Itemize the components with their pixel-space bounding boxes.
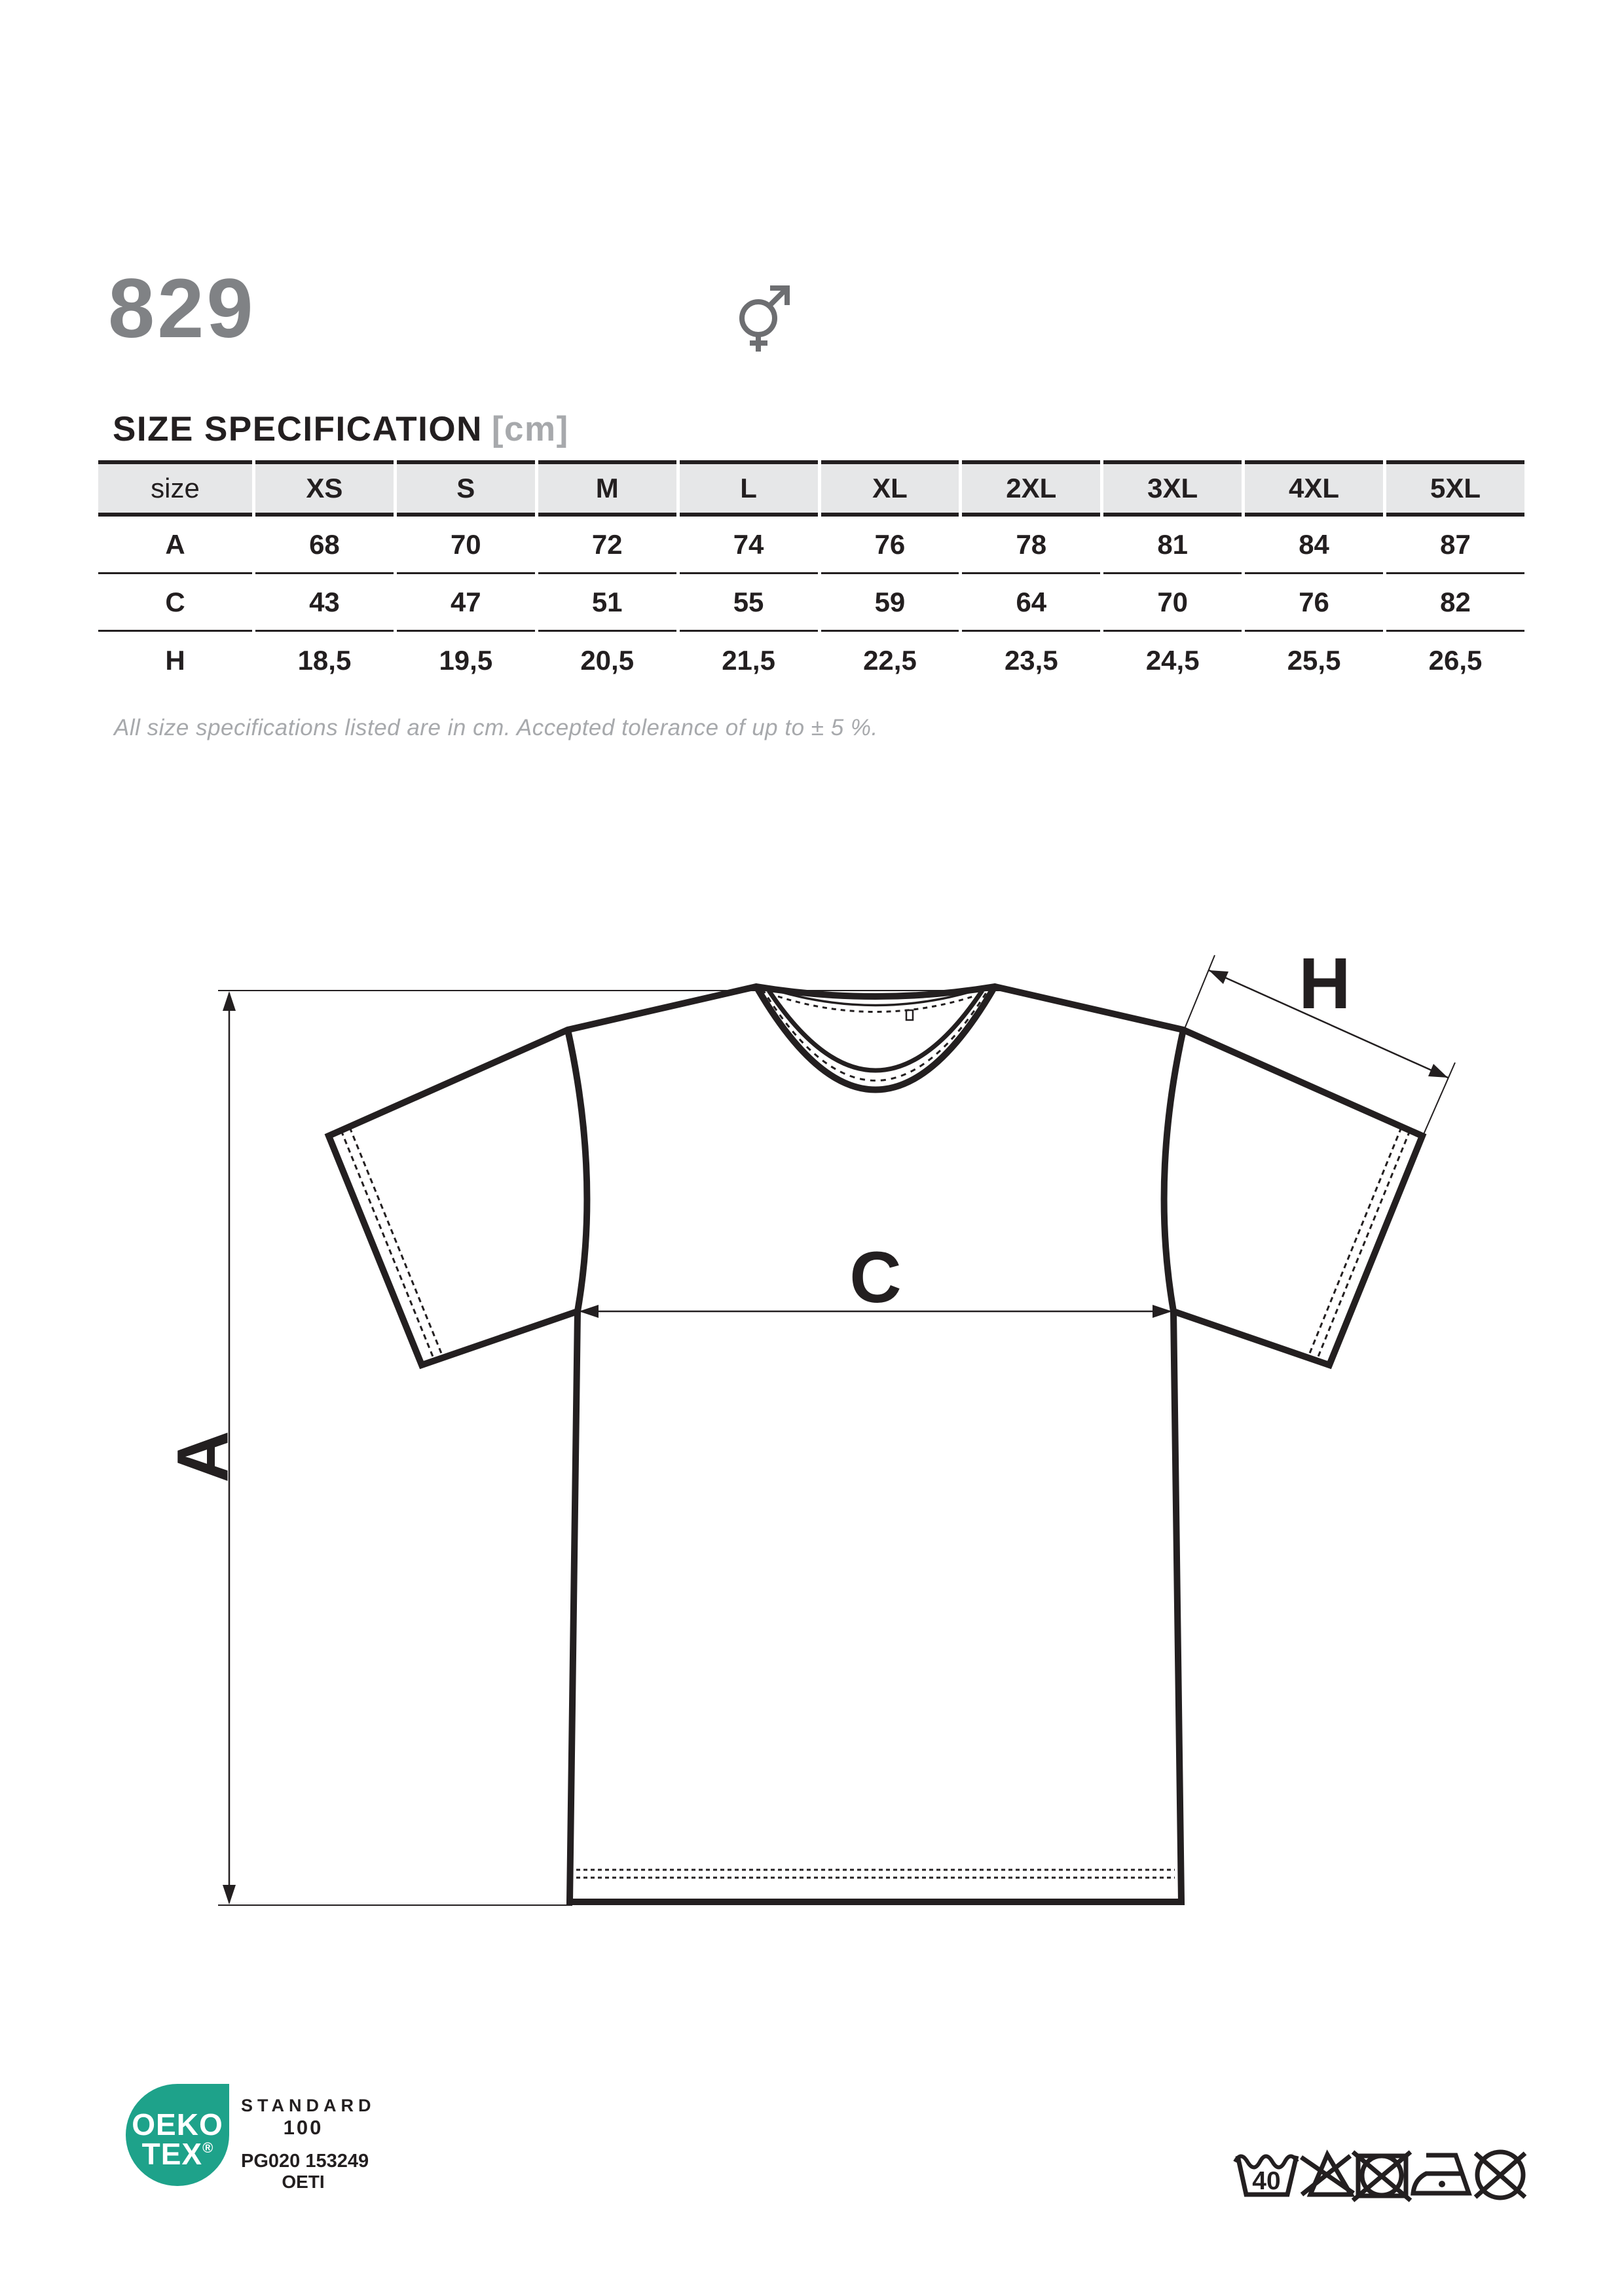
- section-title-text: SIZE SPECIFICATION: [113, 410, 483, 448]
- tolerance-note: All size specifications listed are in cm. Accepted tolerance of up to ± 5 %.: [114, 715, 878, 740]
- table-cell: 82: [1386, 574, 1524, 632]
- table-cell: 68: [255, 517, 394, 574]
- do-not-bleach-icon: [1301, 2155, 1354, 2195]
- product-code: 829: [108, 262, 256, 355]
- table-cell: 47: [397, 574, 535, 632]
- iron-outline: [1413, 2155, 1469, 2193]
- tshirt-drawing: [329, 987, 1422, 1902]
- oeko-institute: OETI: [282, 2172, 325, 2192]
- col-header-size: size: [98, 460, 252, 517]
- col-header-xl: XL: [821, 460, 959, 517]
- wash-temperature-label: 40: [1252, 2167, 1281, 2195]
- table-cell: 18,5: [297, 645, 352, 676]
- table-cell: 84: [1245, 517, 1383, 574]
- wash-40-icon: [1235, 2156, 1297, 2195]
- dim-label-h: H: [1299, 943, 1351, 1024]
- dim-label-a: A: [162, 1430, 244, 1483]
- table-cell: 51: [538, 574, 676, 632]
- table-cell: 43: [255, 574, 394, 632]
- row-label-h: H: [165, 645, 185, 676]
- registered-mark: ®: [202, 2140, 213, 2157]
- table-cell: 81: [1103, 517, 1242, 574]
- oeko-tex-logo: [126, 2084, 229, 2186]
- col-header-4xl: 4XL: [1245, 460, 1383, 517]
- arrowhead-a-top: [223, 991, 236, 1011]
- table-cell: 19,5: [439, 645, 493, 676]
- table-cell: 55: [680, 574, 818, 632]
- col-header-2xl: 2XL: [962, 460, 1100, 517]
- arrowhead-h-start: [1209, 970, 1228, 984]
- table-cell: 64: [962, 574, 1100, 632]
- row-label-a: A: [98, 517, 252, 574]
- table-cell: 59: [821, 574, 959, 632]
- care-symbols: [1235, 2152, 1525, 2200]
- table-cell: 78: [962, 517, 1100, 574]
- table-cell: 24,5: [1145, 645, 1200, 676]
- table-cell: 22,5: [863, 645, 917, 676]
- col-header-5xl: 5XL: [1386, 460, 1524, 517]
- col-header-s: S: [397, 460, 535, 517]
- oeko-standard-word: STANDARD: [241, 2096, 376, 2115]
- table-cell: 25,5: [1287, 645, 1341, 676]
- arrowhead-a-bottom: [223, 1885, 236, 1904]
- dim-label-c: C: [849, 1237, 902, 1318]
- col-header-m: M: [538, 460, 676, 517]
- tshirt-outline: [329, 987, 1422, 1902]
- table-cell: 21,5: [722, 645, 775, 676]
- col-header-l: L: [680, 460, 818, 517]
- row-label-c: C: [98, 574, 252, 632]
- table-cell: 72: [538, 517, 676, 574]
- oeko-logo-line1: OEKO: [132, 2107, 223, 2141]
- oeko-certificate-number: PG020 153249: [241, 2151, 369, 2172]
- table-cell: 23,5: [1004, 645, 1058, 676]
- table-cell: 76: [821, 517, 959, 574]
- table-cell: 26,5: [1428, 645, 1483, 676]
- table-cell: 74: [680, 517, 818, 574]
- arrowhead-h-end: [1428, 1064, 1448, 1078]
- oeko-certification-text: [241, 2095, 376, 2192]
- wash-tub-water: [1235, 2157, 1297, 2168]
- oeko-standard-number: 100: [283, 2116, 323, 2139]
- iron-dot: [1439, 2181, 1445, 2187]
- col-header-xs: XS: [255, 460, 394, 517]
- do-not-dry-clean-icon: [1475, 2152, 1525, 2198]
- table-cell: 70: [1103, 574, 1242, 632]
- section-title-unit: [cm]: [491, 410, 569, 448]
- table-cell: 70: [397, 517, 535, 574]
- oeko-logo-line2: TEX®: [141, 2137, 213, 2172]
- col-header-3xl: 3XL: [1103, 460, 1242, 517]
- table-cell: 76: [1245, 574, 1383, 632]
- iron-low-heat-icon: [1413, 2155, 1469, 2193]
- ext-line-sleeve-upper: [1183, 955, 1215, 1032]
- do-not-tumble-dry-icon: [1353, 2152, 1411, 2200]
- table-cell: 20,5: [580, 645, 635, 676]
- table-cell: 87: [1386, 517, 1524, 574]
